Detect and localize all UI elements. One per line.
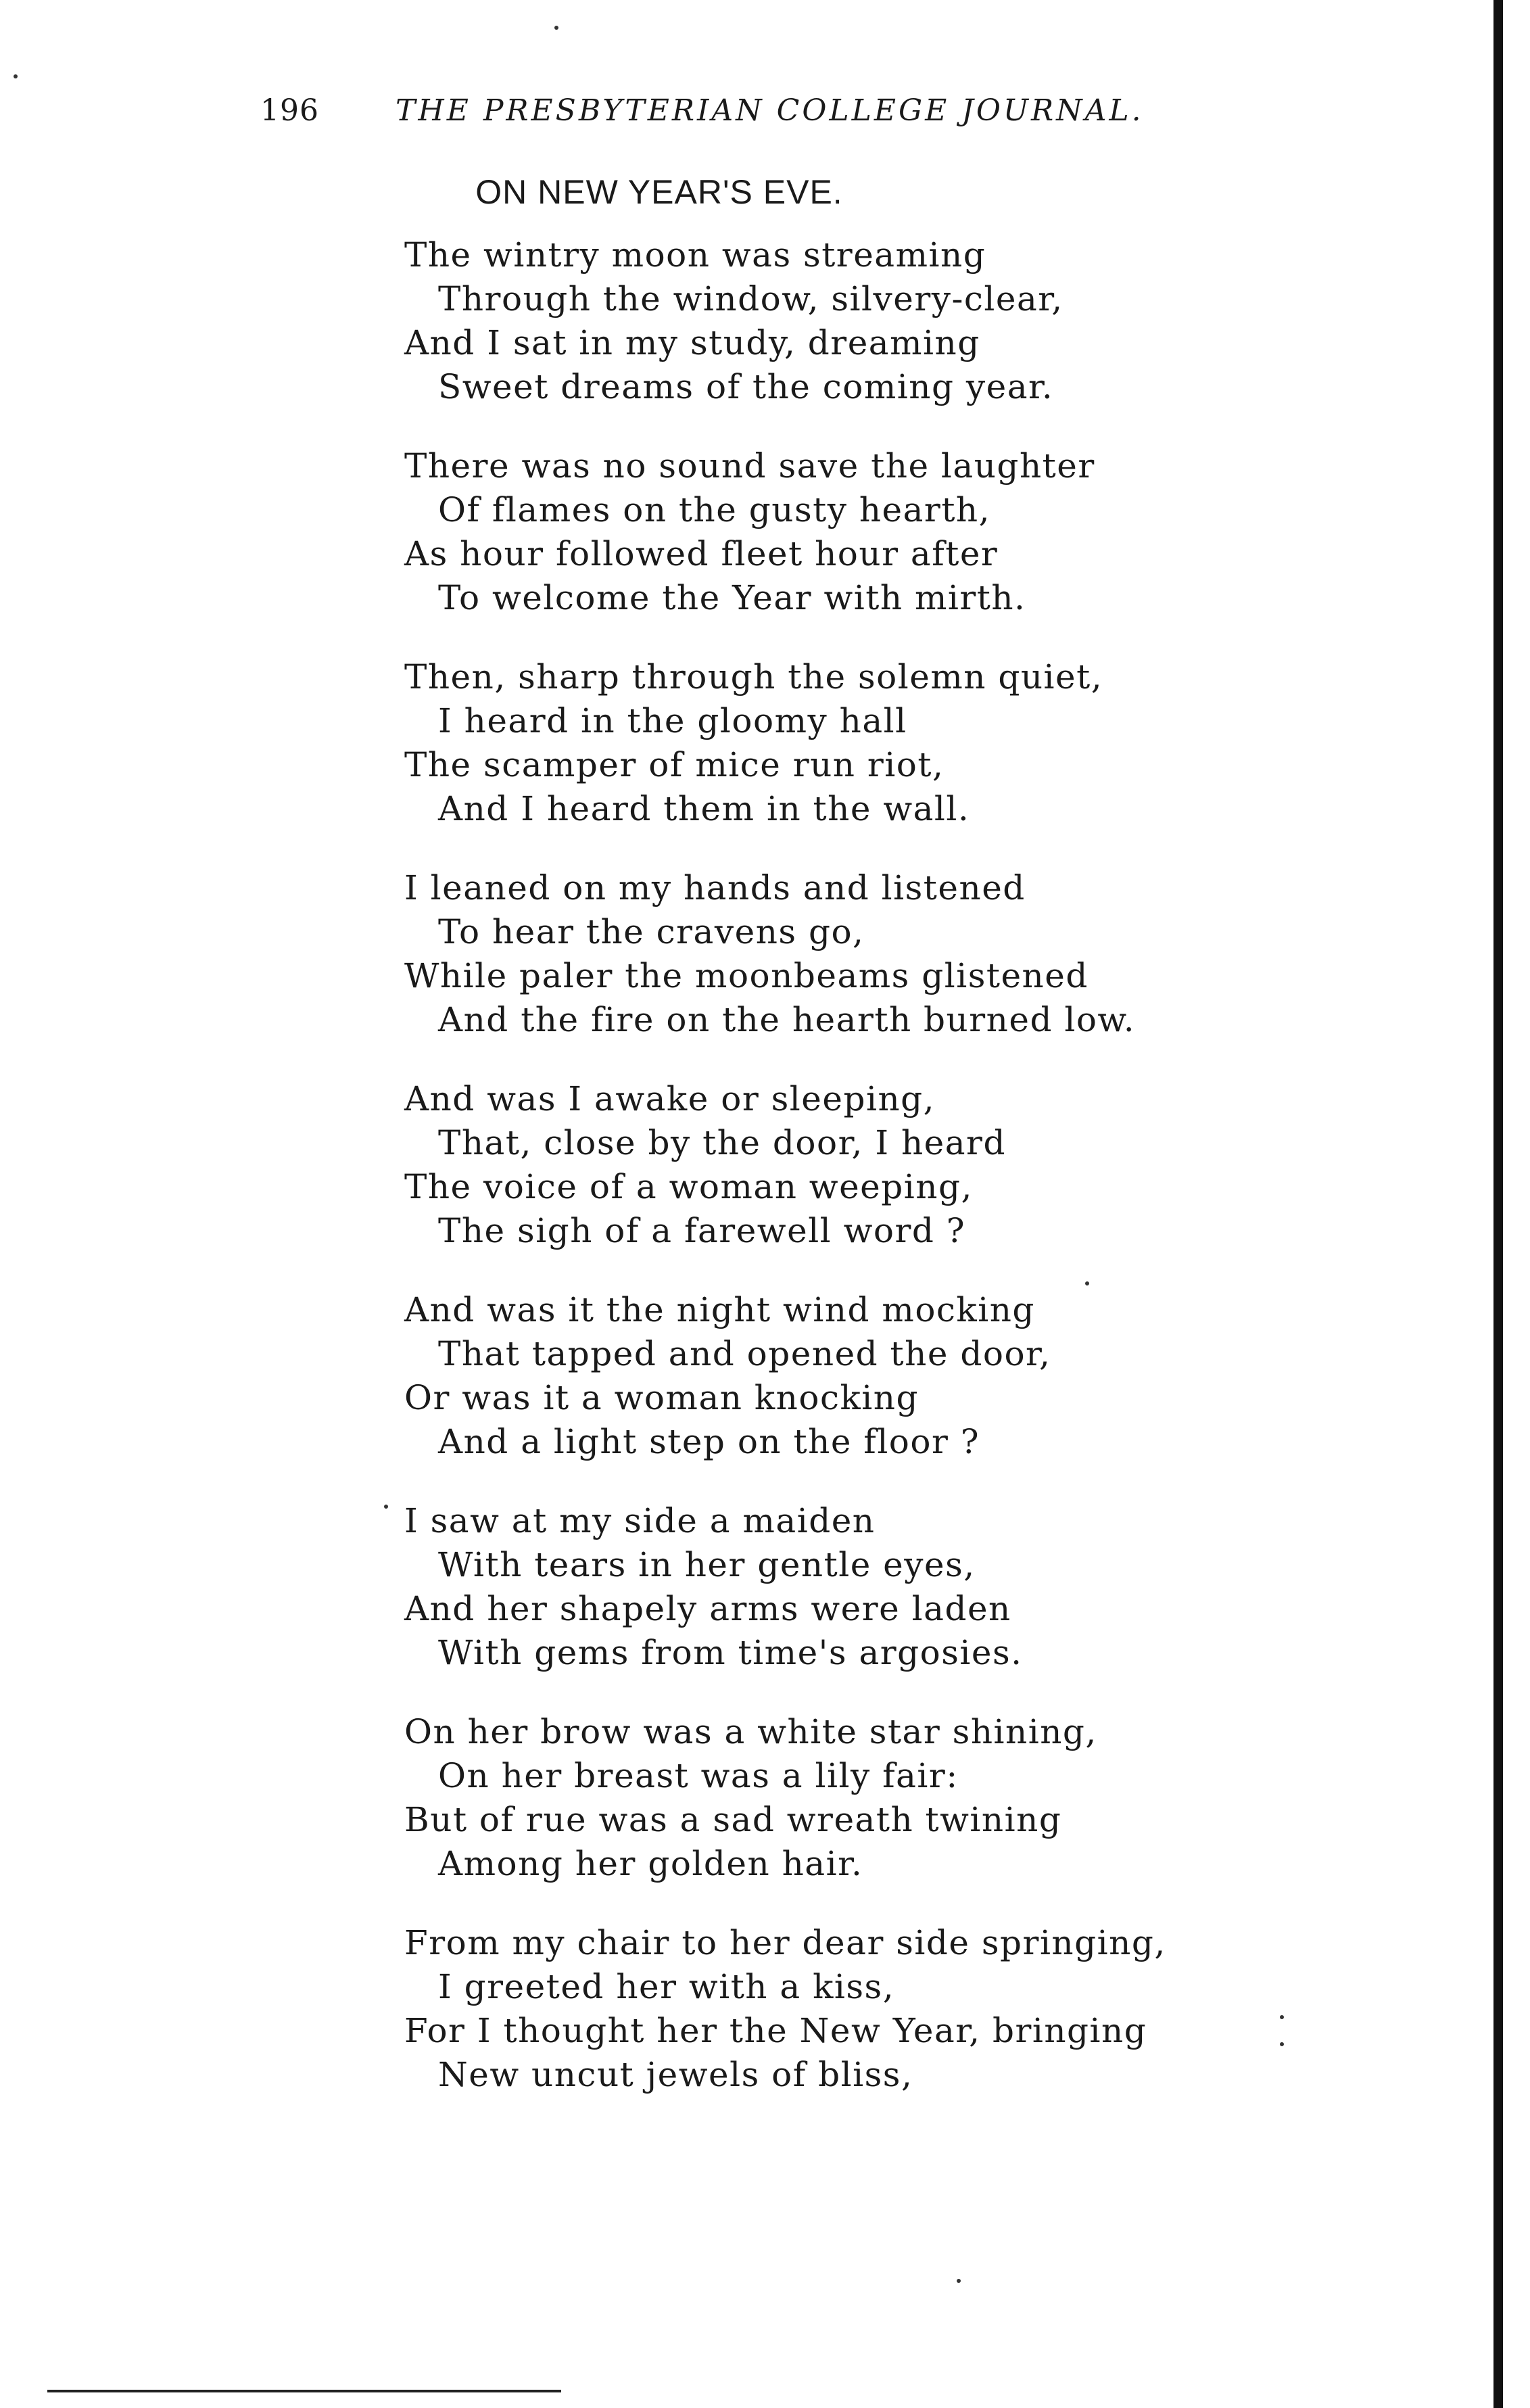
poem-line: And was I awake or sleeping, xyxy=(404,1079,936,1118)
poem-line: On her brow was a white star shining, xyxy=(404,1712,1097,1751)
poem-line: And was it the night wind mocking xyxy=(404,1290,1035,1329)
poem-line: I leaned on my hands and listened xyxy=(404,868,1026,907)
poem-line: There was no sound save the laughter xyxy=(404,446,1095,486)
poem-line: That, close by the door, I heard xyxy=(438,1123,1006,1162)
poem-line: On her breast was a lily fair: xyxy=(438,1756,959,1795)
poem-line: Of flames on the gusty hearth, xyxy=(438,490,991,529)
stanza xyxy=(404,1499,1216,1675)
poem-line: New uncut jewels of bliss, xyxy=(438,2055,913,2094)
poem-line: And a light step on the floor ? xyxy=(438,1422,980,1461)
poem-line: With gems from time's argosies. xyxy=(438,1633,1023,1672)
poem-line: And her shapely arms were laden xyxy=(404,1589,1011,1628)
poem-line: The sigh of a farewell word ? xyxy=(438,1211,966,1250)
bottom-rule xyxy=(47,2390,561,2392)
poem-line: Through the window, silvery-clear, xyxy=(438,279,1063,318)
poem-line: From my chair to her dear side springing, xyxy=(404,1923,1166,1962)
journal-title: THE PRESBYTERIAN COLLEGE JOURNAL. xyxy=(396,93,1144,128)
binding-edge xyxy=(1493,0,1503,2408)
poem-line: To welcome the Year with mirth. xyxy=(438,578,1026,617)
poem-line: Sweet dreams of the coming year. xyxy=(438,367,1054,406)
poem-line: To hear the cravens go, xyxy=(438,912,865,951)
stanza xyxy=(404,866,1216,1042)
stanza xyxy=(404,1077,1216,1253)
poem-line: But of rue was a sad wreath twining xyxy=(404,1800,1062,1839)
running-head xyxy=(260,93,1156,134)
poem-line: And I heard them in the wall. xyxy=(438,789,970,828)
poem-line: The voice of a woman weeping, xyxy=(404,1167,973,1206)
print-speck xyxy=(1280,2015,1284,2019)
stanza xyxy=(404,233,1216,409)
poem-line: While paler the moonbeams glistened xyxy=(404,956,1089,995)
stanza xyxy=(404,1710,1216,1886)
poem-line: With tears in her gentle eyes, xyxy=(438,1545,976,1584)
poem-line: I greeted her with a kiss, xyxy=(438,1967,895,2006)
print-speck xyxy=(14,74,18,78)
poem-line: Or was it a woman knocking xyxy=(404,1378,919,1417)
poem-line: I saw at my side a maiden xyxy=(404,1501,876,1540)
print-speck xyxy=(957,2279,961,2283)
print-speck xyxy=(1085,1281,1089,1285)
page-number: 196 xyxy=(260,93,319,128)
stanza xyxy=(404,444,1216,620)
poem-line: The wintry moon was streaming xyxy=(404,235,986,275)
poem-line: Then, sharp through the solemn quiet, xyxy=(404,657,1103,697)
print-speck xyxy=(554,26,558,30)
poem-line: That tapped and opened the door, xyxy=(438,1334,1051,1373)
poem-line: As hour followed fleet hour after xyxy=(404,534,999,573)
stanza xyxy=(404,655,1216,831)
print-speck xyxy=(1280,2042,1284,2046)
page-margin xyxy=(1503,0,1530,2408)
poem-line: I heard in the gloomy hall xyxy=(438,701,907,740)
poem-line: For I thought her the New Year, bringing xyxy=(404,2011,1147,2050)
poem-line: And I sat in my study, dreaming xyxy=(404,323,980,362)
poem-line: And the fire on the hearth burned low. xyxy=(438,1000,1136,1039)
stanza xyxy=(404,1921,1216,2097)
poem-line: Among her golden hair. xyxy=(438,1844,863,1883)
print-speck xyxy=(384,1505,388,1509)
poem-line: The scamper of mice run riot, xyxy=(404,745,945,784)
poem-title: ON NEW YEAR'S EVE. xyxy=(475,173,843,211)
poem-body xyxy=(404,233,1216,2132)
stanza xyxy=(404,1288,1216,1464)
